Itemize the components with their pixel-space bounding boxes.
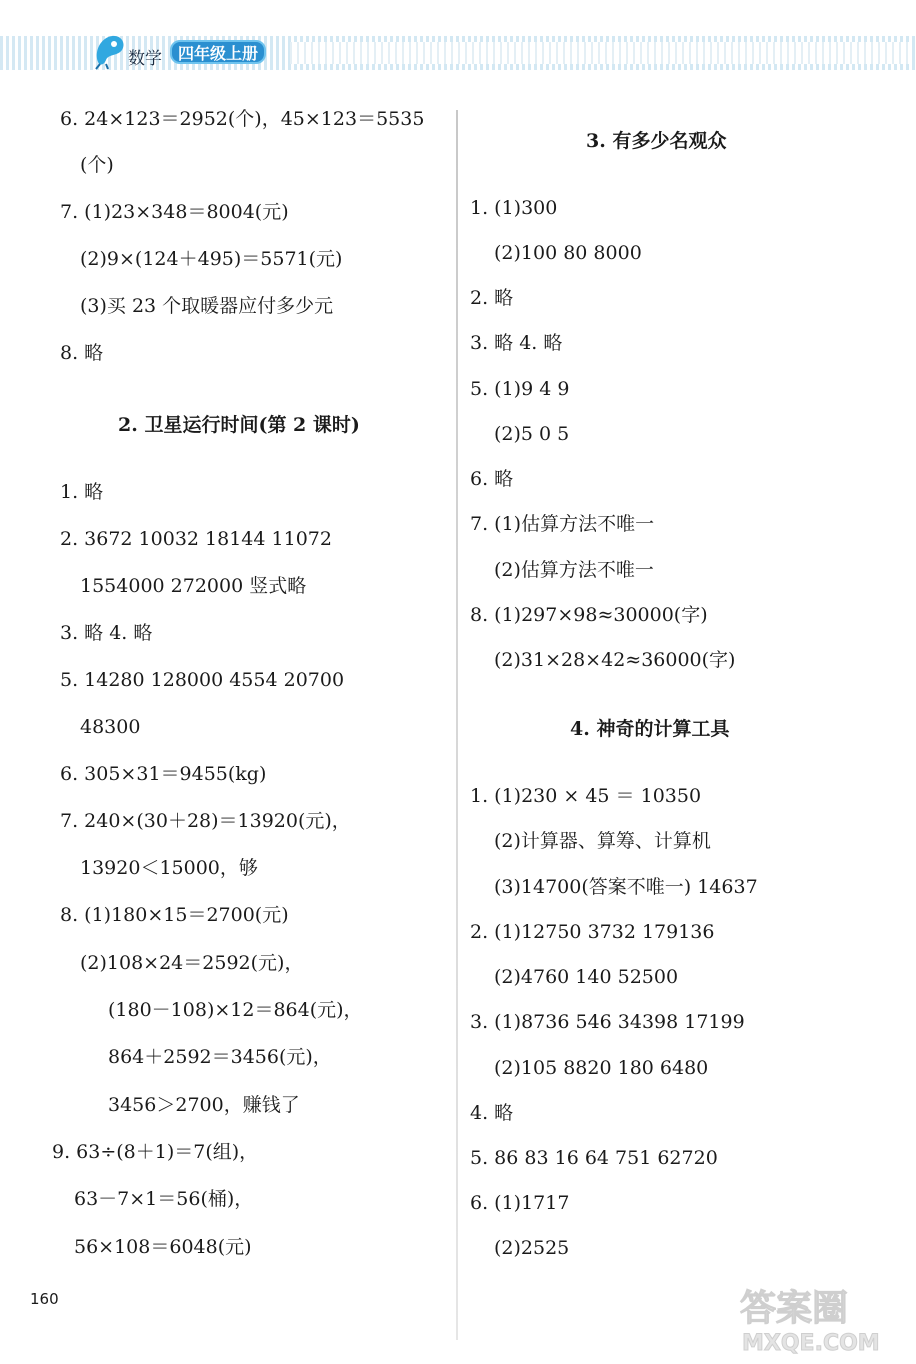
- answer-line: 8. (1)297×98≈30000(字): [470, 604, 708, 626]
- answer-line: (2)估算方法不唯一: [494, 559, 654, 581]
- section-heading: 3. 有多少名观众: [586, 130, 727, 152]
- answer-line: (2)100 80 8000: [494, 242, 642, 264]
- answer-line: 2. 略: [470, 287, 514, 309]
- column-divider: [456, 110, 458, 1340]
- answer-line: 5. (1)9 4 9: [470, 378, 570, 400]
- answer-line: (个): [80, 154, 114, 176]
- answer-line: 2. 3672 10032 18144 11072: [60, 528, 332, 550]
- answer-line: 3. 略 4. 略: [60, 622, 153, 644]
- answer-line: (2)105 8820 180 6480: [494, 1057, 709, 1079]
- answer-line: (180－108)×12＝864(元)，: [108, 999, 363, 1021]
- answer-line: 1. 略: [60, 481, 104, 503]
- answer-line: 5. 14280 128000 4554 20700: [60, 669, 345, 691]
- answer-line: 7. (1)估算方法不唯一: [470, 513, 655, 535]
- answer-line: 864＋2592＝3456(元)，: [108, 1046, 332, 1068]
- answer-line: 8. 略: [60, 342, 104, 364]
- answer-line: 3456＞2700，赚钱了: [108, 1094, 300, 1116]
- grade-badge: 四年级上册: [170, 40, 266, 64]
- answer-line: 6. 略: [470, 468, 514, 490]
- section-heading: 4. 神奇的计算工具: [570, 718, 730, 740]
- answer-line: (2)5 0 5: [494, 423, 570, 445]
- watermark-line2: MXQE.COM: [742, 1331, 880, 1356]
- answer-line: (3)14700(答案不唯一) 14637: [494, 876, 758, 898]
- answer-line: (3)买 23 个取暖器应付多少元: [80, 295, 334, 317]
- answer-line: (2)计算器、算筹、计算机: [494, 830, 711, 852]
- answer-line: 1. (1)300: [470, 197, 558, 219]
- answer-line: 5. 86 83 16 64 751 62720: [470, 1147, 718, 1169]
- answer-line: 9. 63÷(8＋1)＝7(组)，: [52, 1141, 259, 1163]
- answer-line: 6. 305×31＝9455(kg): [60, 763, 267, 785]
- page-number: 160: [30, 1290, 59, 1308]
- answer-line: 63－7×1＝56(桶)，: [74, 1188, 254, 1210]
- answer-line: 13920＜15000，够: [80, 857, 258, 879]
- watermark-line1: 答案圈: [740, 1288, 849, 1329]
- answer-line: (2)108×24＝2592(元)，: [80, 952, 304, 974]
- section-heading: 2. 卫星运行时间(第 2 课时): [118, 414, 360, 436]
- subject-label: 数学: [128, 49, 162, 69]
- answer-line: (2)4760 140 52500: [494, 966, 679, 988]
- answer-line: 7. (1)23×348＝8004(元): [60, 201, 289, 223]
- answer-line: 4. 略: [470, 1102, 514, 1124]
- answer-line: 48300: [80, 716, 141, 738]
- answer-line: 2. (1)12750 3732 179136: [470, 921, 715, 943]
- answer-line: (2)9×(124＋495)＝5571(元): [80, 248, 343, 270]
- mascot-logo-icon: [92, 32, 128, 70]
- answer-line: (2)31×28×42≈36000(字): [494, 649, 736, 671]
- answer-line: 1. (1)230 × 45 ＝ 10350: [470, 785, 702, 807]
- header-pattern: [290, 42, 910, 64]
- answer-line: 3. 略 4. 略: [470, 332, 563, 354]
- answer-line: 8. (1)180×15＝2700(元): [60, 904, 289, 926]
- answer-line: 3. (1)8736 546 34398 17199: [470, 1011, 745, 1033]
- answer-line: (2)2525: [494, 1237, 570, 1259]
- answer-line: 1554000 272000 竖式略: [80, 575, 307, 597]
- answer-line: 7. 240×(30＋28)＝13920(元)，: [60, 810, 351, 832]
- answer-line: 56×108＝6048(元): [74, 1236, 252, 1258]
- answer-line: 6. 24×123＝2952(个)，45×123＝5535: [60, 108, 425, 130]
- watermark-logo: [728, 1280, 908, 1356]
- answer-line: 6. (1)1717: [470, 1192, 570, 1214]
